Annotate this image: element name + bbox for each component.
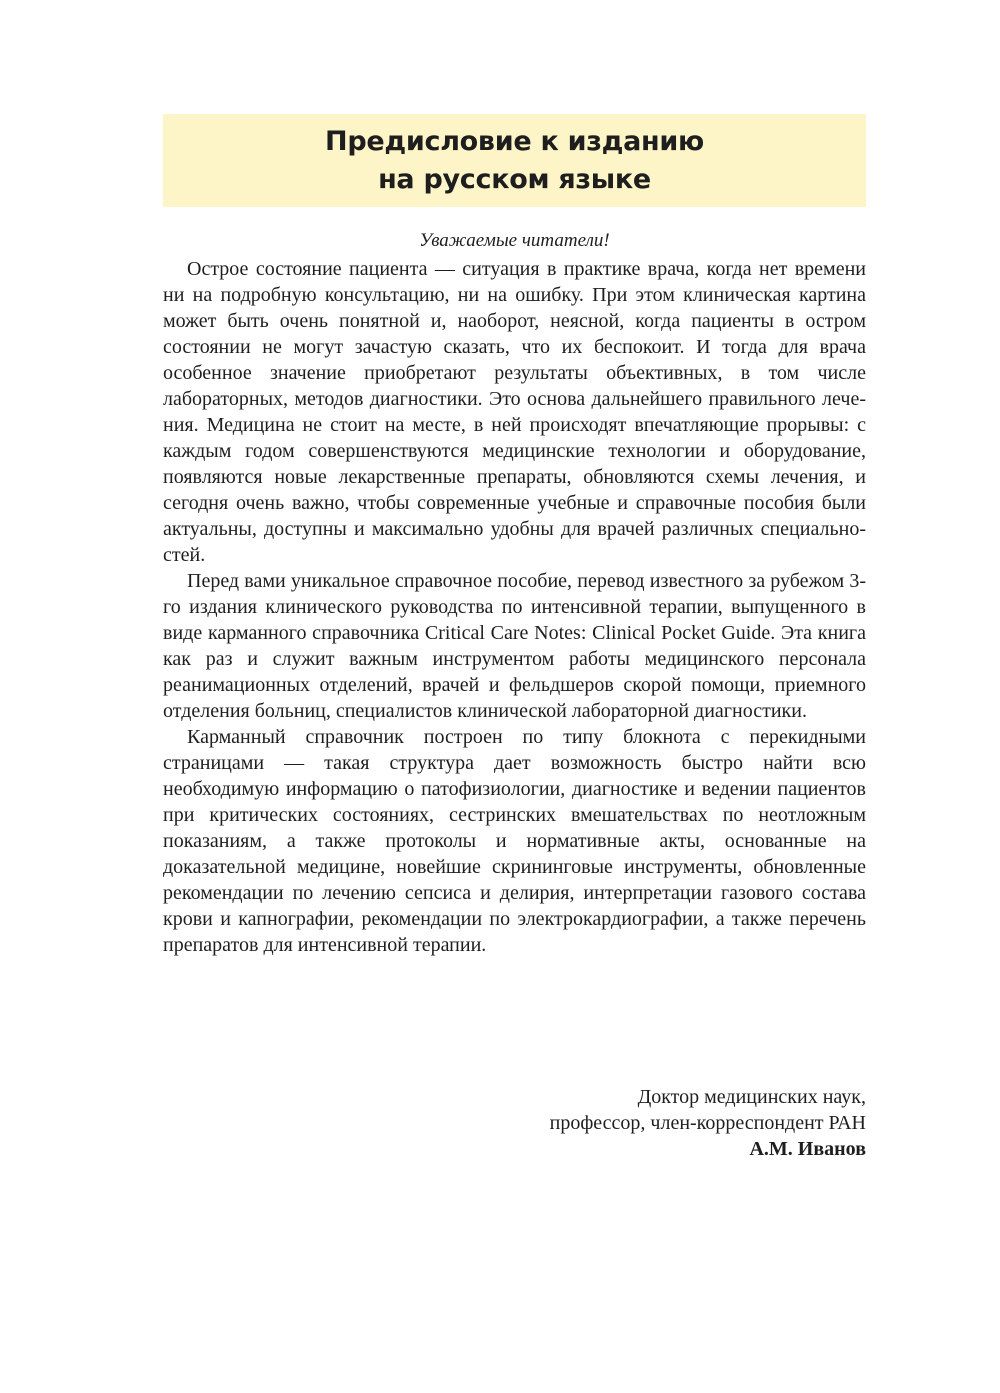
signature-position: профессор, член-корреспондент РАН (549, 1112, 866, 1134)
signature-degree: Доктор медицинских наук, (637, 1086, 866, 1108)
paragraph-2: Перед вами уникальное справочное пособие, перевод известного за рубежом 3-го издания клинического руководства по интенсивной терапии, выпущенного в виде карманного справочника Critical Care Notes: Clinical Pocket Guide. Эта книга как раз и служит важным инструментом работы медицинского персонала реанимационных отделений, врачей и фельдшеров скорой помощи, приемного отделения больниц, специалистов клинической лабораторной диагностики. (163, 570, 866, 722)
page-title-line-2: на русском языке (378, 163, 651, 195)
greeting: Уважаемые читатели! (419, 230, 610, 251)
signature-name: А.М. Иванов (749, 1138, 866, 1160)
signature-block (163, 1084, 866, 1162)
page-title-line-1: Предисловие к изданию (325, 125, 704, 157)
body-text (163, 256, 866, 958)
paragraph-1: Острое состояние пациента — ситуация в практике врача, когда нет времени ни на подробную консультацию, ни на ошибку. При этом клиническая картина может быть очень понятной и, наоборот, неясной, когда пациенты в остром состоянии не могут зачастую сказать, что их беспокоит. И тогда для врача особенное значение приобретают результаты объективных, в том числе лабораторных, методов диагностики. Это основа дальнейшего правильного лечения. Медицина не стоит на месте, в ней происходят впечатляющие прорывы: с каждым годом совершенствуются медицинские технологии и оборудование, появляются новые лекарственные препараты, обновляются схемы лечения, и сегодня очень важно, чтобы современные учебные и справочные пособия были актуальны, доступны и максимально удобны для врачей различных специальностей. (163, 258, 866, 566)
title-banner (163, 114, 866, 207)
paragraph-3: Карманный справочник построен по типу блокнота с перекидными страницами — такая структура дает возможность быстро найти всю необходимую информацию о патофизиологии, диагностике и ведении пациентов при критических состояниях, сестринских вмешательствах по неотложным показаниям, а также протоколы и нормативные акты, основанные на доказательной медицине, новейшие скрининговые инструменты, обновленные рекомендации по лечению сепсиса и делирия, интерпретации газового состава крови и капнографии, рекомендации по электрокардиографии, а также перечень препаратов для интенсивной терапии. (163, 726, 866, 956)
